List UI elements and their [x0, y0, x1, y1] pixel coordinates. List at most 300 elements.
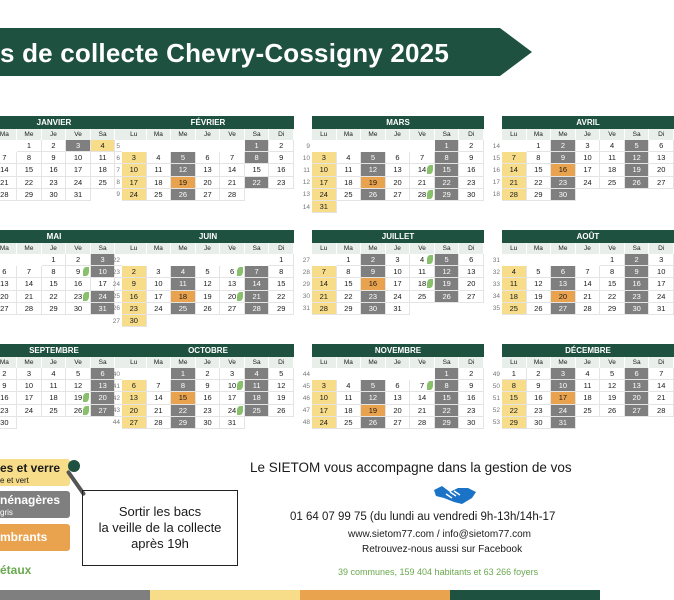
day-cell: 10: [576, 152, 601, 164]
week-numbers: [488, 254, 502, 315]
month-title: NOVEMBRE: [312, 344, 484, 357]
day-cell: 9: [361, 266, 386, 278]
day-cell: 27: [220, 303, 245, 315]
weekday-label: Ve: [66, 243, 91, 254]
weekday-label: Ma: [147, 357, 172, 368]
day-cell: 16: [551, 164, 576, 176]
day-cell: 24: [551, 405, 576, 417]
days-grid: [122, 368, 294, 429]
legend-label-green: étaux: [0, 563, 32, 577]
day-cell: 5: [527, 266, 552, 278]
day-cell: 10: [649, 266, 674, 278]
day-cell: 12: [527, 278, 552, 290]
day-cell: 26: [171, 189, 196, 201]
day-cell: 30: [42, 189, 67, 201]
day-cell: 1: [435, 140, 460, 152]
day-cell: 19: [361, 405, 386, 417]
week-number: 6: [116, 154, 120, 162]
day-cell: 25: [410, 291, 435, 303]
day-cell: 23: [122, 303, 147, 315]
weekday-label: Ma: [0, 357, 17, 368]
day-cell: 9: [459, 152, 484, 164]
day-cell: 18: [576, 392, 601, 404]
month-calendar: [502, 344, 674, 429]
week-number: 9: [306, 142, 310, 150]
day-cell: 21: [649, 392, 674, 404]
day-cell: 14: [0, 164, 17, 176]
weekday-label: Sa: [625, 243, 650, 254]
weekday-label: Ve: [600, 243, 625, 254]
day-cell: 31: [551, 417, 576, 429]
day-cell: 15: [435, 164, 460, 176]
weekday-label: Di: [649, 129, 674, 140]
day-cell: 20: [220, 291, 245, 303]
day-cell: 24: [312, 417, 337, 429]
day-cell: 7: [147, 380, 172, 392]
day-cell: 16: [196, 392, 221, 404]
day-cell: 27: [649, 177, 674, 189]
day-cell: 20: [551, 291, 576, 303]
day-cell: 10: [312, 164, 337, 176]
week-number: 52: [492, 407, 500, 415]
day-cell: 11: [147, 164, 172, 176]
day-cell: 10: [312, 392, 337, 404]
month-title: MAI: [0, 230, 140, 243]
day-cell: 2: [0, 368, 17, 380]
day-cell: 24: [649, 291, 674, 303]
weekday-label: Ma: [147, 243, 172, 254]
week-number: 40: [112, 370, 120, 378]
day-cell: 17: [220, 392, 245, 404]
empty-day: [502, 140, 527, 152]
day-cell: 17: [649, 278, 674, 290]
day-cell: 3: [66, 140, 91, 152]
day-cell: 22: [42, 291, 67, 303]
day-cell: 29: [171, 417, 196, 429]
day-cell: 14: [312, 278, 337, 290]
weekday-label: Ve: [66, 357, 91, 368]
day-cell: 16: [66, 278, 91, 290]
empty-day: [337, 140, 362, 152]
day-cell: 25: [91, 177, 116, 189]
day-cell: 8: [269, 266, 294, 278]
weekday-label: Di: [269, 243, 294, 254]
empty-day: [410, 368, 435, 380]
day-cell: 21: [576, 291, 601, 303]
day-cell: 30: [196, 417, 221, 429]
week-number: 8: [116, 179, 120, 187]
day-cell: 9: [459, 380, 484, 392]
days-grid: [122, 140, 294, 201]
day-cell: 12: [361, 392, 386, 404]
day-cell: 24: [66, 177, 91, 189]
day-cell: 26: [625, 177, 650, 189]
day-cell: 10: [147, 278, 172, 290]
weekday-label: Lu: [122, 243, 147, 254]
day-cell: 27: [386, 189, 411, 201]
day-cell: 24: [91, 291, 116, 303]
week-numbers: [488, 368, 502, 429]
empty-day: [361, 140, 386, 152]
weekday-label: Je: [42, 357, 67, 368]
day-cell: 7: [245, 266, 270, 278]
day-cell: 31: [66, 189, 91, 201]
day-cell: 22: [337, 291, 362, 303]
empty-day: [196, 254, 221, 266]
week-number: 44: [302, 370, 310, 378]
day-cell: 21: [17, 291, 42, 303]
empty-day: [0, 254, 17, 266]
day-cell: 18: [410, 278, 435, 290]
day-cell: 2: [42, 140, 67, 152]
empty-day: [410, 140, 435, 152]
day-cell: 1: [337, 254, 362, 266]
day-cell: 16: [122, 291, 147, 303]
day-cell: 20: [196, 177, 221, 189]
footer-stripe-green: [450, 590, 600, 600]
weekday-label: Di: [269, 129, 294, 140]
week-number: 14: [492, 142, 500, 150]
week-number: 34: [492, 293, 500, 301]
weekday-label: Ma: [337, 129, 362, 140]
week-numbers: [298, 140, 312, 213]
day-cell: 19: [600, 392, 625, 404]
empty-day: [171, 140, 196, 152]
empty-day: [0, 140, 17, 152]
day-cell: 3: [312, 380, 337, 392]
day-cell: 19: [435, 278, 460, 290]
weekday-label: Lu: [122, 129, 147, 140]
day-cell: 26: [435, 291, 460, 303]
day-cell: 14: [410, 392, 435, 404]
day-cell: 7: [502, 152, 527, 164]
month-calendar: [502, 230, 674, 315]
day-cell: 22: [17, 177, 42, 189]
day-cell: 31: [649, 303, 674, 315]
day-cell: 22: [435, 177, 460, 189]
weekday-label: Sa: [435, 129, 460, 140]
weekday-header: [0, 243, 140, 254]
weekday-label: Di: [649, 243, 674, 254]
weekday-label: Sa: [245, 243, 270, 254]
weekday-label: Ve: [220, 243, 245, 254]
weekday-label: Di: [459, 129, 484, 140]
day-cell: 2: [196, 368, 221, 380]
weekday-label: Je: [196, 357, 221, 368]
weekday-label: Lu: [312, 357, 337, 368]
day-cell: 31: [312, 201, 337, 213]
week-number: 51: [492, 394, 500, 402]
day-cell: 25: [245, 405, 270, 417]
day-cell: 12: [196, 278, 221, 290]
day-cell: 3: [17, 368, 42, 380]
day-cell: 9: [269, 152, 294, 164]
weekday-label: Ve: [410, 129, 435, 140]
day-cell: 15: [42, 278, 67, 290]
info-web-link[interactable]: www.sietom77.com / info@sietom77.com: [348, 529, 531, 540]
days-grid: [502, 140, 674, 201]
day-cell: 28: [220, 189, 245, 201]
day-cell: 21: [147, 405, 172, 417]
info-facebook[interactable]: Retrouvez-nous aussi sur Facebook: [362, 544, 523, 555]
weekday-label: Je: [386, 357, 411, 368]
day-cell: 1: [42, 254, 67, 266]
day-cell: 28: [649, 405, 674, 417]
day-cell: 11: [576, 380, 601, 392]
week-number: 14: [302, 203, 310, 211]
legend-sub-grey: gris: [0, 508, 13, 517]
day-cell: 27: [91, 405, 116, 417]
day-cell: 30: [527, 417, 552, 429]
day-cell: 10: [122, 164, 147, 176]
day-cell: 2: [269, 140, 294, 152]
month-title: JANVIER: [0, 116, 140, 129]
day-cell: 14: [502, 164, 527, 176]
day-cell: 10: [91, 266, 116, 278]
day-cell: 23: [459, 177, 484, 189]
day-cell: 20: [649, 164, 674, 176]
day-cell: 5: [361, 380, 386, 392]
day-cell: 26: [66, 405, 91, 417]
notice-line-2: la veille de la collecte: [98, 520, 222, 535]
weekday-label: Me: [551, 357, 576, 368]
day-cell: 19: [171, 177, 196, 189]
info-block: [246, 460, 600, 475]
weekday-label: Sa: [625, 129, 650, 140]
week-numbers: [298, 368, 312, 429]
day-cell: 14: [245, 278, 270, 290]
empty-day: [527, 254, 552, 266]
week-numbers: [108, 368, 122, 429]
day-cell: 8: [435, 380, 460, 392]
day-cell: 10: [66, 152, 91, 164]
footer-stripe-grey: [0, 590, 150, 600]
day-cell: 3: [312, 152, 337, 164]
day-cell: 24: [17, 405, 42, 417]
weekday-label: Ve: [410, 243, 435, 254]
day-cell: 25: [337, 417, 362, 429]
month-calendar: [122, 344, 294, 429]
day-cell: 1: [269, 254, 294, 266]
day-cell: 1: [171, 368, 196, 380]
day-cell: 11: [502, 278, 527, 290]
day-cell: 4: [91, 140, 116, 152]
week-numbers: [108, 254, 122, 327]
weekday-label: Me: [361, 243, 386, 254]
day-cell: 6: [649, 140, 674, 152]
week-number: 15: [492, 154, 500, 162]
day-cell: 23: [459, 405, 484, 417]
day-cell: 25: [147, 189, 172, 201]
day-cell: 30: [459, 417, 484, 429]
day-cell: 26: [527, 303, 552, 315]
day-cell: 8: [245, 152, 270, 164]
day-cell: 24: [386, 291, 411, 303]
weekday-label: Sa: [435, 357, 460, 368]
day-cell: 22: [502, 405, 527, 417]
week-number: 27: [302, 256, 310, 264]
weekday-header: [0, 129, 140, 140]
day-cell: 6: [459, 254, 484, 266]
day-cell: 21: [245, 291, 270, 303]
weekday-label: Je: [576, 243, 601, 254]
week-number: 10: [302, 154, 310, 162]
day-cell: 30: [625, 303, 650, 315]
week-number: 41: [112, 382, 120, 390]
weekday-header: [122, 129, 294, 140]
week-number: 33: [492, 280, 500, 288]
day-cell: 21: [0, 177, 17, 189]
day-cell: 28: [410, 417, 435, 429]
weekday-header: [502, 357, 674, 368]
month-calendar: [312, 230, 484, 315]
day-cell: 6: [625, 368, 650, 380]
day-cell: 14: [147, 392, 172, 404]
day-cell: 14: [410, 164, 435, 176]
month-title: JUIN: [122, 230, 294, 243]
footer-stripe-orange: [300, 590, 450, 600]
day-cell: 16: [459, 164, 484, 176]
legend-sub-yellow: e et vert: [0, 476, 29, 485]
week-number: 25: [112, 293, 120, 301]
weekday-label: Me: [171, 243, 196, 254]
day-cell: 30: [122, 315, 147, 327]
day-cell: 27: [459, 291, 484, 303]
day-cell: 1: [245, 140, 270, 152]
weekday-label: Ma: [527, 243, 552, 254]
day-cell: 23: [196, 405, 221, 417]
day-cell: 16: [527, 392, 552, 404]
empty-day: [147, 254, 172, 266]
day-cell: 25: [600, 177, 625, 189]
day-cell: 15: [600, 278, 625, 290]
weekday-label: Ma: [337, 357, 362, 368]
day-cell: 22: [527, 177, 552, 189]
day-cell: 12: [269, 380, 294, 392]
day-cell: 6: [0, 266, 17, 278]
empty-day: [312, 254, 337, 266]
day-cell: 20: [625, 392, 650, 404]
weekday-label: Me: [551, 243, 576, 254]
week-number: 44: [112, 419, 120, 427]
empty-day: [17, 254, 42, 266]
day-cell: 2: [459, 368, 484, 380]
day-cell: 29: [502, 417, 527, 429]
day-cell: 19: [66, 392, 91, 404]
weekday-label: Ma: [147, 129, 172, 140]
day-cell: 20: [386, 177, 411, 189]
month-calendar: [122, 116, 294, 201]
week-number: 23: [112, 268, 120, 276]
day-cell: 13: [649, 152, 674, 164]
days-grid: [502, 254, 674, 315]
day-cell: 10: [551, 380, 576, 392]
week-number: 35: [492, 305, 500, 313]
day-cell: 2: [459, 140, 484, 152]
day-cell: 15: [269, 278, 294, 290]
day-cell: 19: [196, 291, 221, 303]
day-cell: 31: [220, 417, 245, 429]
day-cell: 18: [245, 392, 270, 404]
day-cell: 12: [361, 164, 386, 176]
day-cell: 17: [312, 177, 337, 189]
day-cell: 18: [42, 392, 67, 404]
day-cell: 24: [122, 189, 147, 201]
info-stats: 39 communes, 159 404 habitants et 63 266 foyers: [338, 567, 539, 577]
day-cell: 1: [435, 368, 460, 380]
day-cell: 13: [459, 266, 484, 278]
day-cell: 5: [171, 152, 196, 164]
day-cell: 29: [600, 303, 625, 315]
day-cell: 1: [502, 368, 527, 380]
day-cell: 8: [337, 266, 362, 278]
weekday-label: Lu: [312, 243, 337, 254]
day-cell: 27: [386, 417, 411, 429]
month-calendar: [502, 116, 674, 201]
day-cell: 26: [196, 303, 221, 315]
week-number: 49: [492, 370, 500, 378]
week-number: 5: [116, 142, 120, 150]
info-phone: 01 64 07 99 75 (du lundi au vendredi 9h-13h/14h-17: [290, 511, 556, 523]
week-number: 24: [112, 280, 120, 288]
day-cell: 19: [527, 291, 552, 303]
day-cell: 22: [245, 177, 270, 189]
day-cell: 17: [17, 392, 42, 404]
day-cell: 2: [361, 254, 386, 266]
empty-day: [220, 140, 245, 152]
week-number: 46: [302, 394, 310, 402]
day-cell: 7: [220, 152, 245, 164]
day-cell: 24: [220, 405, 245, 417]
empty-day: [312, 368, 337, 380]
weekday-label: Ve: [220, 129, 245, 140]
weekday-label: Ma: [0, 129, 17, 140]
week-number: 31: [302, 305, 310, 313]
day-cell: 23: [0, 405, 17, 417]
week-number: 53: [492, 419, 500, 427]
week-numbers: [488, 140, 502, 201]
empty-day: [361, 368, 386, 380]
day-cell: 4: [245, 368, 270, 380]
day-cell: 20: [386, 405, 411, 417]
empty-day: [312, 140, 337, 152]
legend-label-grey: nénagères: [0, 493, 61, 507]
week-number: 22: [112, 256, 120, 264]
weekday-header: [502, 129, 674, 140]
weekday-header: [502, 243, 674, 254]
day-cell: 17: [312, 405, 337, 417]
day-cell: 11: [171, 278, 196, 290]
day-cell: 14: [649, 380, 674, 392]
weekday-label: Me: [361, 129, 386, 140]
day-cell: 29: [42, 303, 67, 315]
weekday-header: [122, 357, 294, 368]
day-cell: 12: [435, 266, 460, 278]
day-cell: 23: [42, 177, 67, 189]
day-cell: 8: [435, 152, 460, 164]
weekday-label: Je: [386, 243, 411, 254]
day-cell: 28: [502, 189, 527, 201]
day-cell: 17: [551, 392, 576, 404]
day-cell: 5: [435, 254, 460, 266]
day-cell: 22: [269, 291, 294, 303]
day-cell: 23: [551, 177, 576, 189]
weekday-label: Ve: [600, 357, 625, 368]
day-cell: 1: [17, 140, 42, 152]
day-cell: 20: [122, 405, 147, 417]
weekday-header: [312, 129, 484, 140]
day-cell: 19: [361, 177, 386, 189]
